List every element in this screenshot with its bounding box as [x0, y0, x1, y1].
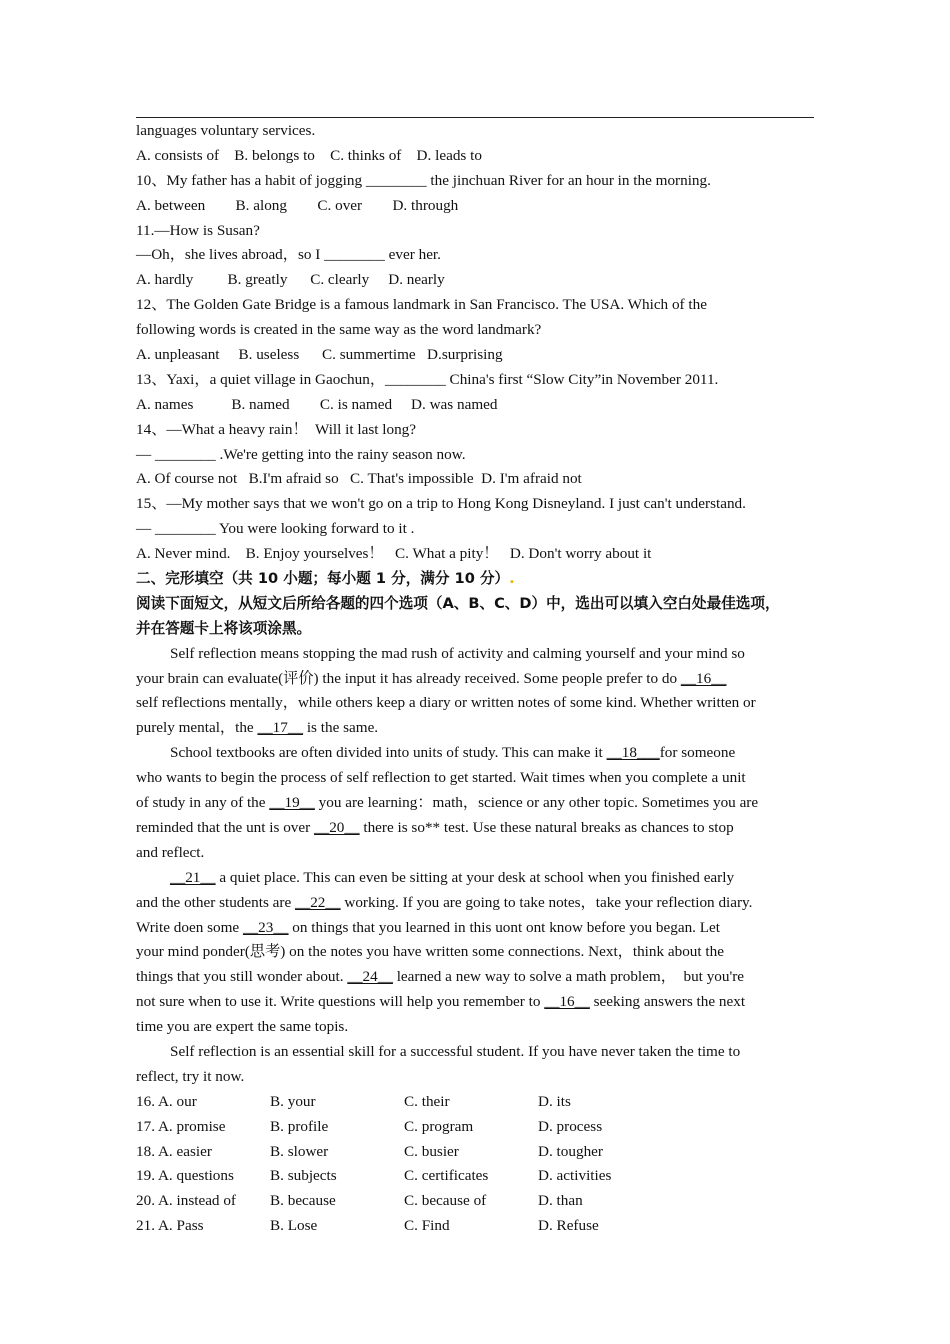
- option: B. Lose: [270, 1217, 318, 1235]
- option: C. because of: [404, 1192, 487, 1210]
- blank-23: __23__: [242, 918, 289, 936]
- blank-22: __22__: [295, 893, 341, 911]
- q12-stem: 12、The Golden Gate Bridge is a famous landmark in San Francisco. The USA. Which of the: [136, 296, 707, 314]
- option: C. their: [404, 1092, 450, 1110]
- passage-p3-line6: [136, 990, 816, 1015]
- passage-p2-line4: [136, 816, 816, 841]
- passage-p3-line3: [136, 916, 816, 941]
- q15-options: A. Never mind. B. Enjoy yourselves！ C. What a pity！ D. Don't worry about it: [136, 545, 652, 563]
- option: B. subjects: [270, 1167, 337, 1185]
- blank-16-repeat: __16__: [544, 993, 590, 1011]
- q12-line2: following words is created in the same way as the word landmark?: [136, 321, 542, 339]
- passage-p2-line2: who wants to begin the process of self reflection to get started. Wait times when you complete a unit: [136, 769, 746, 787]
- option: D. tougher: [538, 1142, 603, 1160]
- option: D. activities: [538, 1167, 612, 1185]
- blank-21: __21__: [170, 868, 216, 886]
- blank-19: __19__: [269, 794, 315, 812]
- option: C. busier: [404, 1142, 459, 1160]
- section2-instruction-2: 并在答题卡上将该项涂黑。: [136, 619, 312, 637]
- option: B. your: [270, 1092, 316, 1110]
- passage-text: for someone: [659, 744, 736, 762]
- option: 17. A. promise: [136, 1117, 226, 1135]
- passage-text: things that you still wonder about.: [136, 968, 348, 986]
- q14-line2: — ________ .We're getting into the rainy season now.: [136, 445, 466, 463]
- highlight-dot: .: [509, 570, 515, 588]
- option: 18. A. easier: [136, 1142, 212, 1160]
- option: 20. A. instead of: [136, 1192, 236, 1210]
- options-row-16: [136, 1090, 816, 1115]
- options-row-20: [136, 1189, 816, 1214]
- q9-options: A. consists of B. belongs to C. thinks of D. leads to: [136, 146, 482, 164]
- passage-p2-line3: [136, 791, 816, 816]
- q11-line2: —Oh，she lives abroad，so I ________ ever her.: [136, 246, 441, 264]
- section2-heading: [136, 567, 816, 592]
- page-content: [136, 119, 816, 1239]
- option: B. because: [270, 1192, 336, 1210]
- header-rule: [136, 117, 814, 118]
- passage-p1-line3: self reflections mentally，while others keep a diary or written notes of some kind. Whether written or: [136, 694, 756, 712]
- passage-p1-line1: Self reflection means stopping the mad rush of activity and calming yourself and your mind so: [170, 644, 745, 662]
- q13-options: A. names B. named C. is named D. was named: [136, 395, 498, 413]
- q15-stem: 15、—My mother says that we won't go on a trip to Hong Kong Disneyland. I just can't understand.: [136, 495, 746, 513]
- option: C. program: [404, 1117, 474, 1135]
- passage-p1-line2: [136, 667, 816, 692]
- passage-text: reminded that the unt is over: [136, 818, 314, 836]
- blank-24: __24__: [347, 968, 393, 986]
- passage-p3-line5: [136, 965, 816, 990]
- option: B. profile: [270, 1117, 329, 1135]
- q14-options: A. Of course not B.I'm afraid so C. That's impossible D. I'm afraid not: [136, 470, 582, 488]
- passage-p4-line2: reflect, try it now.: [136, 1067, 245, 1085]
- option: D. Refuse: [538, 1217, 599, 1235]
- passage-text: a quiet place. This can even be sitting at your desk at school when you finished early: [215, 868, 735, 886]
- option: D. process: [538, 1117, 603, 1135]
- option: 16. A. our: [136, 1092, 197, 1110]
- passage-text: you are learning：math，science or any other topic. Sometimes you are: [314, 794, 759, 812]
- passage-p3-line1: [136, 866, 816, 891]
- q13-stem: 13、Yaxi，a quiet village in Gaochun，________ China's first “Slow City”in November 2011.: [136, 370, 719, 388]
- passage-text: is the same.: [303, 719, 379, 737]
- passage-text: Write doen some: [136, 918, 243, 936]
- passage-p2-line5: and reflect.: [136, 843, 205, 861]
- passage-text: School textbooks are often divided into units of study. This can make it: [170, 744, 607, 762]
- passage-p4-line1: Self reflection is an essential skill for a successful student. If you have never taken the time to: [170, 1042, 741, 1060]
- options-row-17: [136, 1115, 816, 1140]
- section2-heading-text: 二、完形填空（共 10 小题；每小题 1 分，满分 10 分）: [136, 570, 510, 588]
- option: D. its: [538, 1092, 571, 1110]
- passage-p2-line1: [136, 741, 816, 766]
- options-row-21: [136, 1214, 816, 1239]
- option: 21. A. Pass: [136, 1217, 204, 1235]
- passage-p3-line4: your mind ponder(思考) on the notes you have written some connections. Next，think about the: [136, 943, 724, 961]
- blank-17: __17__: [257, 719, 304, 737]
- passage-text: seeking answers the next: [589, 993, 746, 1011]
- q10-options: A. between B. along C. over D. through: [136, 196, 459, 214]
- blank-20: __20__: [314, 818, 360, 836]
- option: B. slower: [270, 1142, 329, 1160]
- blank-18: __18___: [606, 744, 660, 762]
- passage-text: your brain can evaluate(评价) the input it has already received. Some people prefer to do: [136, 669, 681, 687]
- passage-text: there is so** test. Use these natural breaks as chances to stop: [359, 818, 734, 836]
- passage-text: purely mental，the: [136, 719, 258, 737]
- passage-text: on things that you learned in this uont ont know before you began. Let: [288, 918, 720, 936]
- options-row-19: [136, 1164, 816, 1189]
- passage-text: not sure when to use it. Write questions will help you remember to: [136, 993, 545, 1011]
- passage-text: working. If you are going to take notes，take your reflection diary.: [340, 893, 753, 911]
- passage-p3-line2: [136, 891, 816, 916]
- blank-16: __16__: [680, 669, 727, 687]
- passage-text: and the other students are: [136, 893, 295, 911]
- options-row-18: [136, 1140, 816, 1165]
- q10-stem: 10、My father has a habit of jogging ________ the jinchuan River for an hour in the morning.: [136, 171, 711, 189]
- passage-text: learned a new way to solve a math problem， but you're: [392, 968, 745, 986]
- option: D. than: [538, 1192, 583, 1210]
- q14-stem: 14、—What a heavy rain！ Will it last long?: [136, 420, 417, 438]
- q11-stem: 11.—How is Susan?: [136, 221, 260, 239]
- option: 19. A. questions: [136, 1167, 234, 1185]
- passage-p1-line4: [136, 716, 816, 741]
- section2-instruction-1: 阅读下面短文，从短文后所给各题的四个选项（A、B、C、D）中，选出可以填入空白处最佳选项，: [136, 594, 780, 612]
- q15-line2: — ________ You were looking forward to it .: [136, 520, 415, 538]
- q12-options: A. unpleasant B. useless C. summertime D.surprising: [136, 346, 503, 364]
- option: C. certificates: [404, 1167, 489, 1185]
- q11-options: A. hardly B. greatly C. clearly D. nearly: [136, 271, 445, 289]
- option: C. Find: [404, 1217, 450, 1235]
- q9-tail: languages voluntary services.: [136, 122, 316, 139]
- passage-text: of study in any of the: [136, 794, 270, 812]
- passage-p3-line7: time you are expert the same topis.: [136, 1018, 349, 1036]
